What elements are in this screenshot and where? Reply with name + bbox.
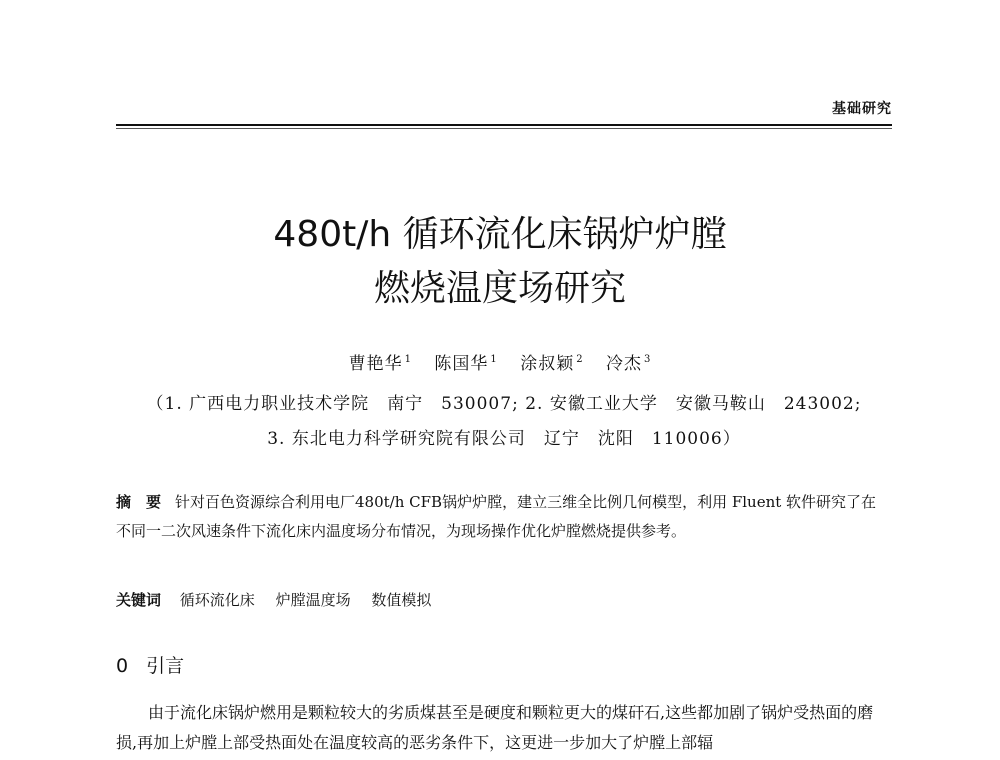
header-rule: [116, 124, 892, 126]
author-affil-index: 3: [643, 354, 652, 366]
keyword: 数值模拟: [371, 591, 432, 609]
author-affil-index: 2: [576, 354, 584, 366]
author: [520, 354, 583, 374]
author-name: 曹艳华: [348, 354, 403, 374]
keywords: [116, 589, 884, 610]
running-header-section: 基础研究: [832, 101, 892, 117]
author-affil-index: 1: [404, 354, 413, 366]
paper-title: [0, 208, 1000, 316]
section-title: 引言: [146, 655, 185, 677]
abstract-label: 摘 要: [116, 493, 162, 511]
header-rule-thin: [116, 128, 892, 129]
title-line-2: 燃烧温度场研究: [373, 268, 626, 309]
author: [349, 354, 412, 374]
author: [606, 354, 651, 374]
section-heading-introduction: [116, 651, 184, 678]
section-number: 0: [116, 655, 129, 677]
author-name: 陈国华: [434, 354, 489, 374]
keyword: 炉膛温度场: [275, 591, 351, 609]
author-affil-index: 1: [490, 354, 498, 366]
abstract-text: 针对百色资源综合利用电厂480t/h CFB锅炉炉膛，建立三维全比例几何模型，利用 Fluent 软件研究了在不同一二次风速条件下流化床内温度场分布情况，为现场操作优化炉膛燃烧提供参考。: [116, 493, 877, 540]
keywords-label: 关键词: [116, 591, 162, 609]
affiliation-line-2: 3. 东北电力科学研究院有限公司 辽宁 沈阳 110006）: [267, 429, 741, 449]
author: [434, 354, 497, 374]
author-name: 涂叔颖: [520, 354, 575, 374]
author-name: 冷杰: [605, 354, 642, 374]
abstract: [116, 488, 884, 546]
keyword: 循环流化床: [179, 591, 255, 609]
title-line-1: 480t/h 循环流化床锅炉炉膛: [273, 214, 727, 255]
author-list: [0, 349, 1000, 374]
affiliation-line-1: （1. 广西电力职业技术学院 南宁 530007; 2. 安徽工业大学 安徽马鞍山 243002;: [146, 394, 862, 414]
body-paragraph: 由于流化床锅炉燃用是颗粒较大的劣质煤甚至是硬度和颗粒更大的煤矸石,这些都加剧了锅炉受热面的磨损,再加上炉膛上部受热面处在温度较高的恶劣条件下，这更进一步加大了炉膛上部辐: [116, 703, 874, 752]
